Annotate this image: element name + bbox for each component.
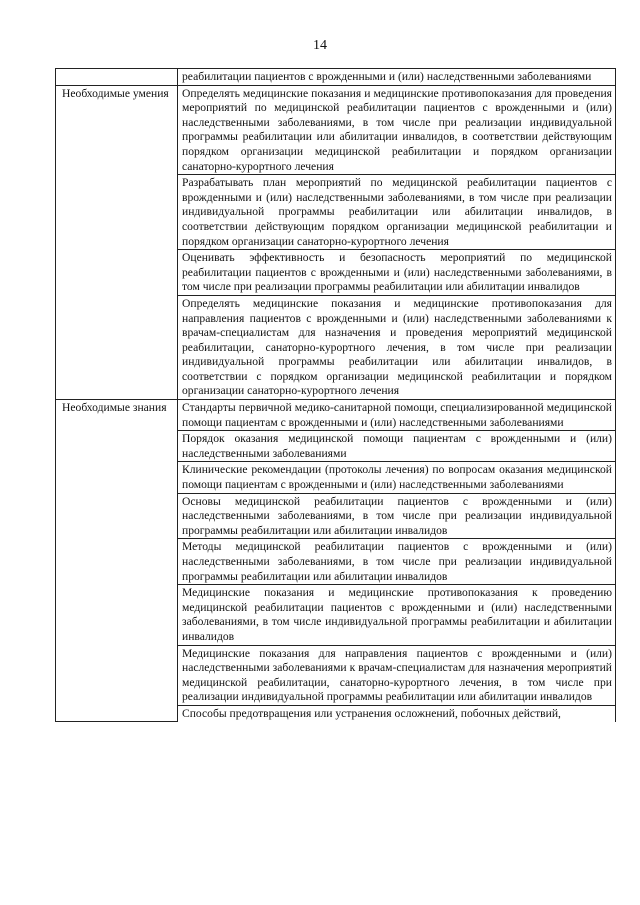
knowledge-item: Клинические рекомендации (протоколы лечения) по вопросам оказания медицинской помощи пациентам с врожденными и (или) наследственными заболеваниями bbox=[178, 462, 616, 493]
skill-item: Определять медицинские показания и медицинские противопоказания для направления пациентов с врожденными и (или) наследственными заболеваниями к врачам-специалистам для назначения и проведения мероприятий медицинской реабилитации, санаторно-курортного лечения, в том числе при реализации индивидуальной программы реабилитации или абилитации инвалидов, в соответствии с порядком организации медицинской реабилитации и порядком организации санаторно-курортного лечения bbox=[178, 295, 616, 399]
knowledge-item: Методы медицинской реабилитации пациентов с врожденными и (или) наследственными заболеваниями, в том числе при реализации индивидуальной программы реабилитации или абилитации инвалидов bbox=[178, 539, 616, 585]
skill-item: Оценивать эффективность и безопасность мероприятий по медицинской реабилитации пациентов с врожденными и (или) наследственными заболеваниями, в том числе при реализации программы реабилитации или абилитации инвалидов bbox=[178, 250, 616, 296]
empty-label-cell bbox=[56, 69, 178, 86]
section-label-skills: Необходимые умения bbox=[56, 85, 178, 399]
table-row bbox=[56, 85, 616, 175]
page-number: 14 bbox=[313, 38, 327, 53]
knowledge-item: Медицинские показания и медицинские противопоказания к проведению медицинской реабилитации пациентов с врожденными и (или) наследственными заболеваниями, в том числе индивидуальной программы реабилитации и абилитации инвалидов bbox=[178, 585, 616, 645]
skill-item: Определять медицинские показания и медицинские противопоказания для проведения мероприятий по медицинской реабилитации пациентов с врожденными и (или) наследственными заболеваниями, в том числе при реализации индивидуальной программы реабилитации или абилитации инвалидов, в соответствии действующим порядком организации медицинской реабилитации и порядком организации санаторно-курортного лечения bbox=[178, 85, 616, 175]
knowledge-item: Медицинские показания для направления пациентов с врожденными и (или) наследственными заболеваниями к врачам-специалистам для назначения мероприятий медицинской реабилитации, санаторно-курортного лечения, в том числе при реализации индивидуальной программы реабилитации или абилитации инвалидов bbox=[178, 645, 616, 705]
section-label-knowledge: Необходимые знания bbox=[56, 400, 178, 722]
continuation-text: реабилитации пациентов с врожденными и (или) наследственными заболеваниями bbox=[178, 69, 616, 86]
knowledge-item: Способы предотвращения или устранения осложнений, побочных действий, bbox=[178, 705, 616, 721]
knowledge-item: Основы медицинской реабилитации пациентов с врожденными и (или) наследственными заболеваниями, в том числе при реализации индивидуальной программы реабилитации или абилитации инвалидов bbox=[178, 493, 616, 539]
competency-table bbox=[55, 68, 616, 722]
knowledge-item: Стандарты первичной медико-санитарной помощи, специализированной медицинской помощи пациентам с врожденными и (или) наследственными заболеваниями bbox=[178, 400, 616, 431]
skill-item: Разрабатывать план мероприятий по медицинской реабилитации пациентов с врожденными и (или) наследственными заболеваниями, в том числе при реализации индивидуальной программы реабилитации или абилитации инвалидов, в соответствии действующим порядком организации медицинской реабилитации и порядком организации санаторно-курортного лечения bbox=[178, 175, 616, 250]
knowledge-item: Порядок оказания медицинской помощи пациентам с врожденными и (или) наследственными заболеваниями bbox=[178, 431, 616, 462]
table-row bbox=[56, 400, 616, 431]
table-row bbox=[56, 69, 616, 86]
